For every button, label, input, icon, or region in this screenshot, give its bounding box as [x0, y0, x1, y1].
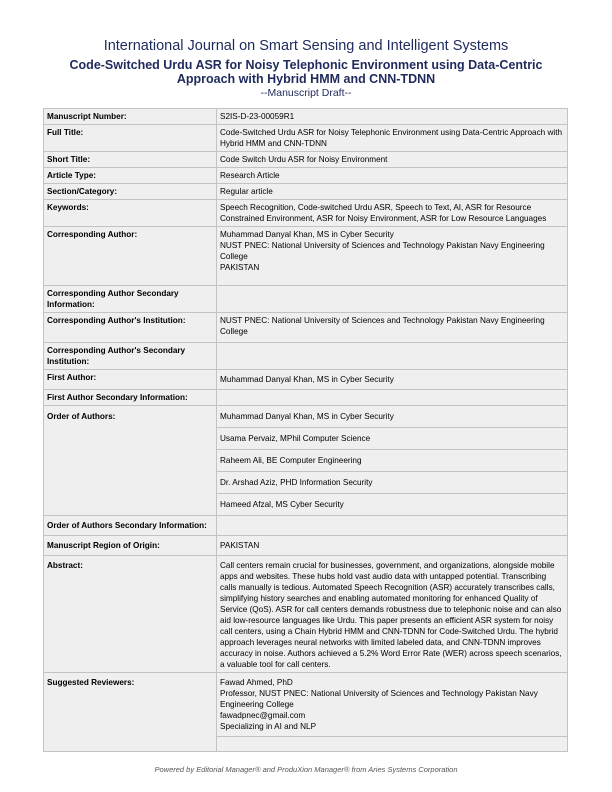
label-corresponding-author: Corresponding Author: — [44, 227, 217, 286]
label-corresponding-author-secondary-institution: Corresponding Author's Secondary Institution: — [44, 343, 217, 370]
value-full-title: Code-Switched Urdu ASR for Noisy Telephonic Environment using Data-Centric Approach with Hybrid HMM and CNN-TDNN — [217, 125, 568, 152]
label-corresponding-author-secondary: Corresponding Author Secondary Information: — [44, 286, 217, 313]
draft-label: --Manuscript Draft-- — [260, 87, 352, 99]
reviewer-name: Fawad Ahmed, PhD — [220, 678, 293, 687]
label-full-title: Full Title: — [44, 125, 217, 152]
label-article-type: Article Type: — [44, 168, 217, 184]
label-suggested-reviewers: Suggested Reviewers: — [44, 673, 217, 752]
row-abstract — [44, 556, 568, 673]
row-article-type — [44, 168, 568, 184]
article-title-line-1: Code-Switched Urdu ASR for Noisy Telephonic Environment using Data-Centric — [69, 58, 543, 72]
footer-powered-by: Powered by Editorial Manager® and ProduXion Manager® from Aries Systems Corporation — [154, 765, 458, 774]
journal-title: International Journal on Smart Sensing and Intelligent Systems — [103, 38, 509, 54]
label-manuscript-number: Manuscript Number: — [44, 109, 217, 125]
author-5: Hameed Afzal, MS Cyber Security — [217, 494, 568, 516]
corresponding-author-country: PAKISTAN — [220, 263, 260, 272]
label-order-of-authors: Order of Authors: — [44, 406, 217, 516]
row-region-of-origin — [44, 536, 568, 556]
row-short-title — [44, 152, 568, 168]
value-short-title: Code Switch Urdu ASR for Noisy Environment — [217, 152, 568, 168]
article-title-line-2: Approach with Hybrid HMM and CNN-TDNN — [176, 71, 436, 86]
label-corresponding-author-institution: Corresponding Author's Institution: — [44, 313, 217, 343]
value-corresponding-author-secondary — [217, 286, 568, 313]
label-section-category: Section/Category: — [44, 184, 217, 200]
row-keywords — [44, 200, 568, 227]
author-4: Dr. Arshad Aziz, PHD Information Security — [217, 472, 568, 494]
row-corresponding-author — [44, 227, 568, 286]
label-short-title: Short Title: — [44, 152, 217, 168]
value-manuscript-number: S2IS-D-23-00059R1 — [217, 109, 568, 125]
reviewer-affiliation: Professor, NUST PNEC: National University of Sciences and Technology Pakistan Navy Engineering College — [220, 689, 538, 709]
value-article-type: Research Article — [217, 168, 568, 184]
reviewer-specialization: Specializing in AI and NLP — [220, 722, 317, 731]
value-suggested-reviewers — [217, 673, 568, 737]
manuscript-info-table — [43, 108, 568, 752]
article-title — [0, 59, 612, 86]
row-corresponding-author-secondary — [44, 286, 568, 313]
value-corresponding-author-secondary-institution — [217, 343, 568, 370]
reviewer-email: fawadpnec@gmail.com — [220, 711, 306, 720]
label-abstract: Abstract: — [44, 556, 217, 673]
value-keywords: Speech Recognition, Code-switched Urdu ASR, Speech to Text, AI, ASR for Resource Constrained Environment, ASR for Noisy Environment, ASR for Low Resource Languages — [217, 200, 568, 227]
value-first-author-secondary — [217, 390, 568, 406]
row-order-of-authors — [44, 406, 568, 428]
corresponding-author-name: Muhammad Danyal Khan, MS in Cyber Security — [220, 230, 394, 239]
row-corresponding-author-secondary-institution — [44, 343, 568, 370]
corresponding-author-affiliation: NUST PNEC: National University of Sciences and Technology Pakistan Navy Engineering College — [220, 241, 545, 261]
row-order-of-authors-secondary — [44, 516, 568, 536]
value-corresponding-author — [217, 227, 568, 286]
value-suggested-reviewers-blank — [217, 737, 568, 752]
row-full-title — [44, 125, 568, 152]
author-1: Muhammad Danyal Khan, MS in Cyber Security — [217, 406, 568, 428]
row-first-author-secondary — [44, 390, 568, 406]
value-corresponding-author-institution: NUST PNEC: National University of Sciences and Technology Pakistan Navy Engineering College — [217, 313, 568, 343]
value-section-category: Regular article — [217, 184, 568, 200]
label-order-of-authors-secondary: Order of Authors Secondary Information: — [44, 516, 217, 536]
label-first-author-secondary: First Author Secondary Information: — [44, 390, 217, 406]
row-first-author — [44, 370, 568, 390]
label-first-author: First Author: — [44, 370, 217, 390]
row-section-category — [44, 184, 568, 200]
row-suggested-reviewers — [44, 673, 568, 737]
value-abstract: Call centers remain crucial for businesses, government, and organizations, alongside mobile apps and websites. These hubs hold vast audio data with untapped potential. Transcribing calls manually is tedious. Automated Speech Recognition (ASR) accurately transcribes calls, simplifying history searches and enabling automated monitoring for enhanced Quality of Service (QoS). ASR for call centers demands robustness due to telephonic noise and can also aid low-resource languages like Urdu. This paper presents an efficient ASR system for noisy call centers, using a Chain Hybrid HMM and CNN-TDNN for Code-Switched Urdu. The hybrid approach leverages neural networks with limited labeled data, and CNN-TDNN improves accuracy in noise. Authors achieved a 5.2% Word Error Rate (WER) across speech scenarios, a valuable tool for call centers. — [217, 556, 568, 673]
author-2: Usama Pervaiz, MPhil Computer Science — [217, 428, 568, 450]
value-order-of-authors-secondary — [217, 516, 568, 536]
value-first-author: Muhammad Danyal Khan, MS in Cyber Security — [217, 370, 568, 390]
row-manuscript-number — [44, 109, 568, 125]
label-region-of-origin: Manuscript Region of Origin: — [44, 536, 217, 556]
label-keywords: Keywords: — [44, 200, 217, 227]
row-corresponding-author-institution — [44, 313, 568, 343]
value-region-of-origin: PAKISTAN — [217, 536, 568, 556]
author-3: Raheem Ali, BE Computer Engineering — [217, 450, 568, 472]
